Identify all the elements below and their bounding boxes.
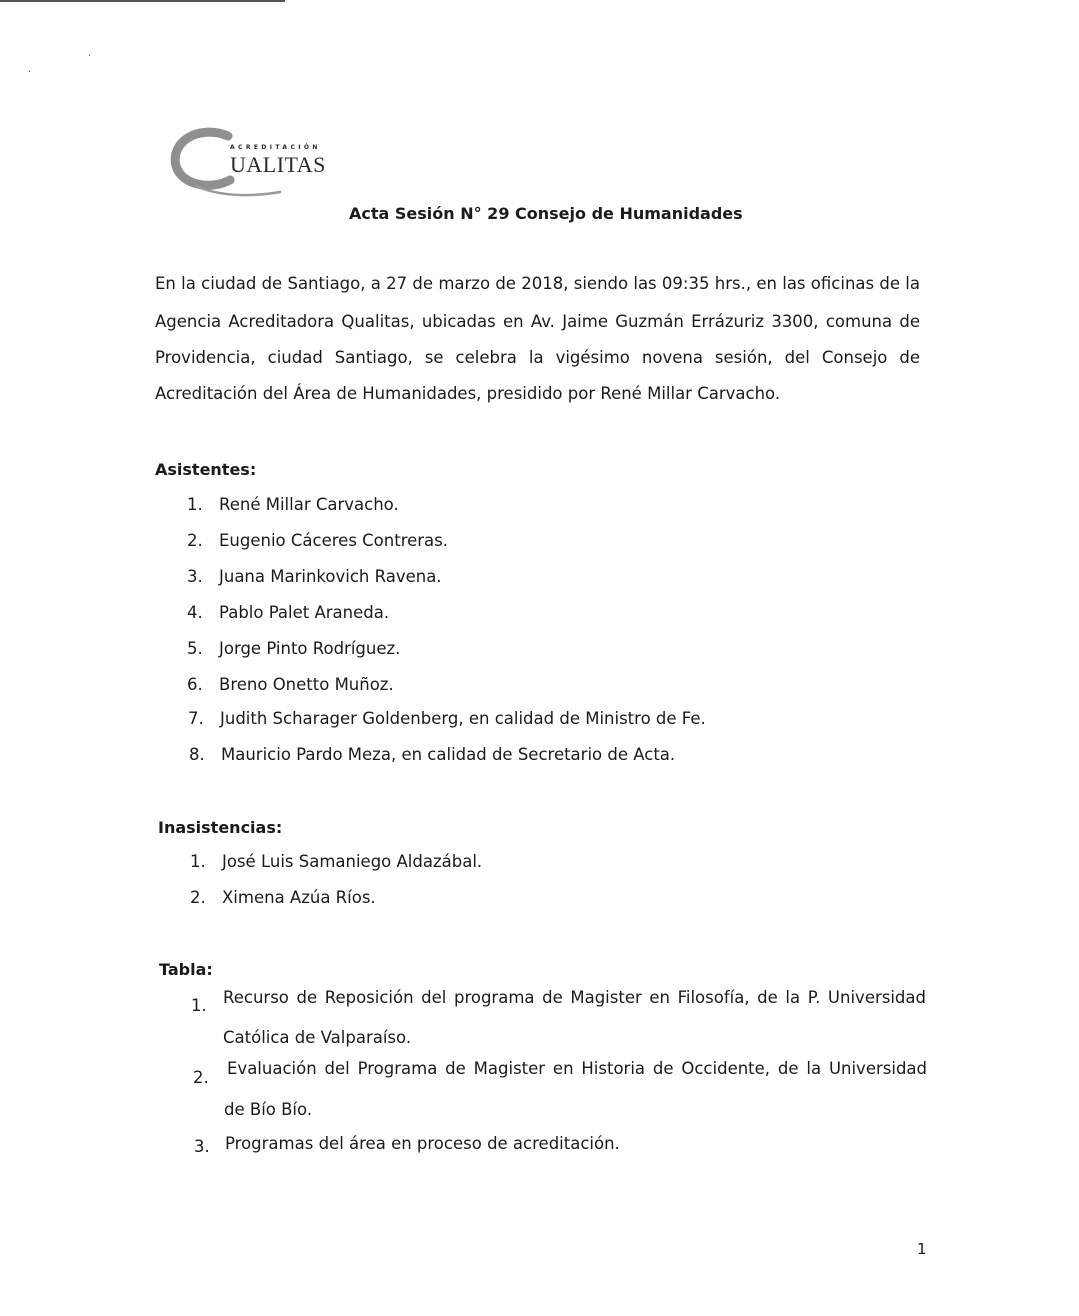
list-number: 2.: [190, 888, 206, 907]
list-text: Juana Marinkovich Ravena.: [219, 567, 442, 586]
list-number: 6.: [187, 675, 203, 694]
logo-wordmark: UALITAS: [230, 152, 326, 177]
tabla-number: 1.: [191, 996, 207, 1015]
intro-line: En la ciudad de Santiago, a 27 de marzo de 2018, siendo las 09:35 hrs., en las oficinas de la: [155, 274, 920, 293]
scan-speck: ·: [88, 51, 92, 62]
list-text: Jorge Pinto Rodríguez.: [219, 639, 401, 658]
list-item: [188, 707, 706, 731]
tabla-item-line: Recurso de Reposición del programa de Magister en Filosofía, de la P. Universidad: [223, 988, 926, 1007]
scan-edge-line: [0, 0, 285, 2]
tabla-number: 3.: [194, 1137, 210, 1156]
list-item: [189, 743, 675, 767]
list-number: 8.: [189, 745, 205, 764]
list-text: Ximena Azúa Ríos.: [222, 888, 376, 907]
intro-line: Providencia, ciudad Santiago, se celebra la vigésimo novena sesión, del Consejo de: [155, 348, 920, 367]
tabla-item-line: de Bío Bío.: [224, 1100, 313, 1119]
list-number: 1.: [187, 495, 203, 514]
list-item: [190, 886, 376, 910]
list-text: Eugenio Cáceres Contreras.: [219, 531, 449, 550]
scan-speck: ·: [28, 67, 32, 78]
list-number: 7.: [188, 709, 204, 728]
intro-line: Agencia Acreditadora Qualitas, ubicadas en Av. Jaime Guzmán Errázuriz 3300, comuna de: [155, 312, 920, 331]
tabla-number: 2.: [193, 1068, 209, 1087]
list-item: [187, 565, 442, 589]
asistentes-heading: Asistentes:: [155, 460, 257, 479]
list-number: 1.: [190, 852, 206, 871]
qualitas-logo: [168, 124, 348, 202]
list-item: [187, 493, 399, 517]
tabla-item-line: Evaluación del Programa de Magister en Historia de Occidente, de la Universidad: [227, 1059, 927, 1078]
list-text: Mauricio Pardo Meza, en calidad de Secretario de Acta.: [221, 745, 676, 764]
inasistencias-heading: Inasistencias:: [158, 818, 283, 837]
list-item: [187, 529, 448, 553]
list-text: Judith Scharager Goldenberg, en calidad de Ministro de Fe.: [220, 709, 706, 728]
list-number: 5.: [187, 639, 203, 658]
document-title: Acta Sesión N° 29 Consejo de Humanidades: [349, 204, 743, 223]
intro-line: Acreditación del Área de Humanidades, presidido por René Millar Carvacho.: [155, 384, 781, 403]
list-text: René Millar Carvacho.: [219, 495, 399, 514]
tabla-item-line: Católica de Valparaíso.: [223, 1028, 412, 1047]
list-number: 4.: [187, 603, 203, 622]
list-item: [187, 637, 400, 661]
list-text: Breno Onetto Muñoz.: [219, 675, 394, 694]
logo-subtitle: ACREDITACIÓN: [230, 144, 321, 151]
list-text: José Luis Samaniego Aldazábal.: [222, 852, 483, 871]
tabla-heading: Tabla:: [159, 960, 213, 979]
page-number: 1: [917, 1240, 927, 1258]
list-item: [190, 850, 482, 874]
list-item: [187, 601, 389, 625]
list-number: 3.: [187, 567, 203, 586]
tabla-item-line: Programas del área en proceso de acreditación.: [225, 1134, 620, 1153]
list-item: [187, 673, 394, 697]
list-text: Pablo Palet Araneda.: [219, 603, 390, 622]
list-number: 2.: [187, 531, 203, 550]
